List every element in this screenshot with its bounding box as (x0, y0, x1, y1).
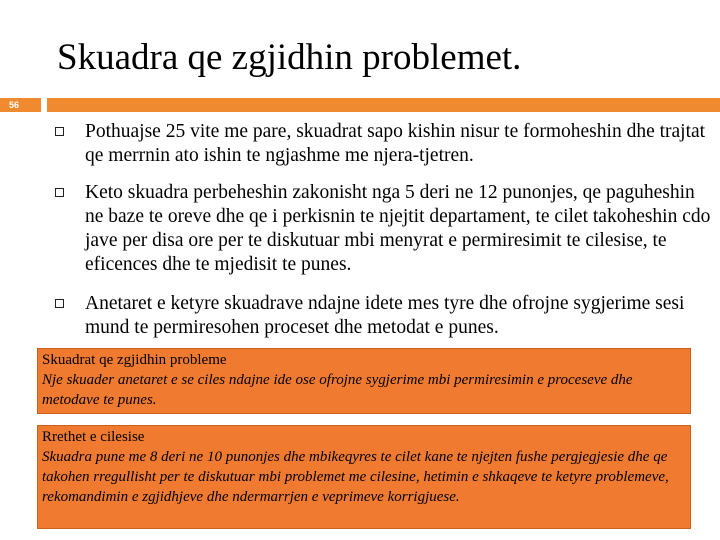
bullet-text: Anetaret e ketyre skuadrave ndajne idete mes tyre dhe ofrojne sygjerime sesi mund te permiresohen proceset dhe metodat e punes. (85, 293, 685, 338)
header-rule-right (47, 98, 720, 112)
definition-heading: Skuadrat qe zgjidhin probleme (42, 352, 227, 368)
square-bullet-icon (55, 299, 64, 308)
definition-box-quality-circles (37, 425, 691, 529)
bullet-text: Pothuajse 25 vite me pare, skuadrat sapo kishin nisur te formoheshin dhe trajtat qe merrnin ato ishin te ngjashme me njera-tjetren. (85, 121, 706, 166)
definition-box-problem-solving-teams (37, 348, 691, 414)
definition-body: Skuadra pune me 8 deri ne 10 punonjes dhe mbikeqyres te cilet kane te njejten fushe pergjegjesie dhe qe takohen rregullisht per te diskutuar mbi problemet me cilesine, hetimin e shkaqeve te ketyre problemeve, rekomandimin e zgjidhjeve dhe ndermarrjen e veprimeve korrigjuese. (42, 449, 669, 505)
slide-number: 56 (9, 100, 20, 110)
slide-title: Skuadra qe zgjidhin problemet. (57, 37, 522, 78)
header-rule-left (0, 98, 41, 112)
bullet-text: Keto skuadra perbeheshin zakonisht nga 5 deri ne 12 punonjes, qe paguheshin ne baze te oreve dhe qe i perkisnin te njejtit departament, te cilet takoheshin cdo jave per disa ore per te diskutuar mbi menyrat e permiresimit te cilesise, te eficences dhe te mjedisit te punes. (85, 182, 711, 275)
definition-heading: Rrethet e cilesise (42, 429, 145, 445)
square-bullet-icon (55, 127, 64, 136)
square-bullet-icon (55, 188, 64, 197)
definition-body: Nje skuader anetaret e se ciles ndajne ide ose ofrojne sygjerime mbi permiresimin e proceseve dhe metodave te punes. (42, 372, 633, 408)
